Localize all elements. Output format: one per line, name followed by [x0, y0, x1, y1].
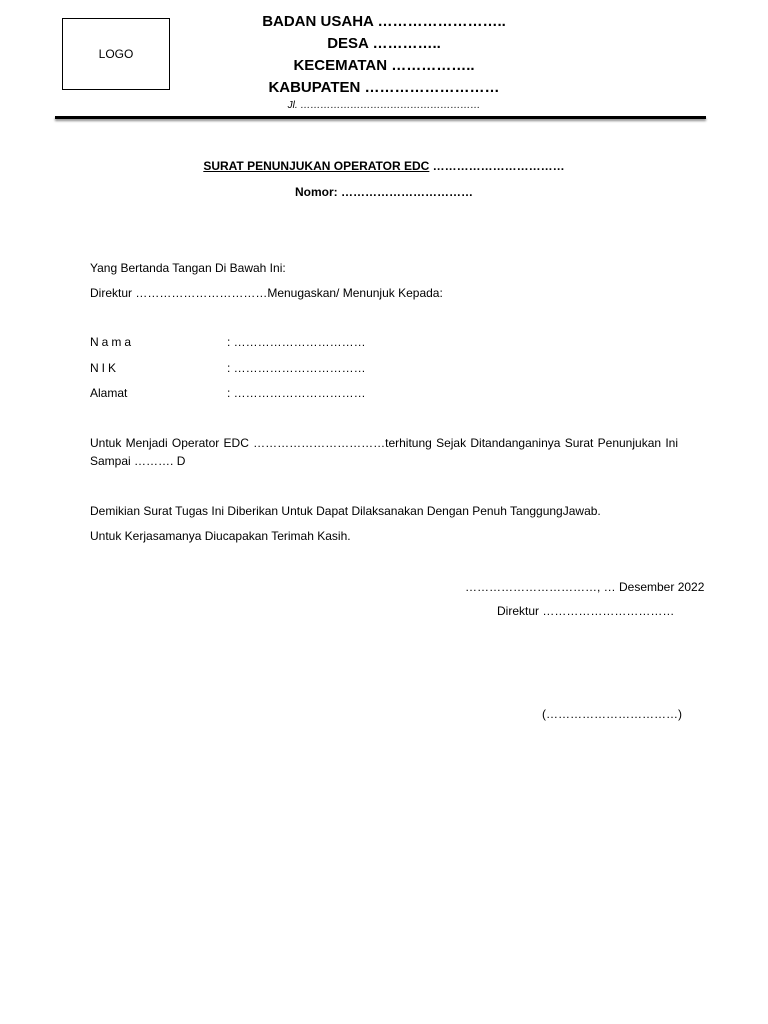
closing-line-1: Demikian Surat Tugas Ini Diberikan Untuk Dapat Dilaksanakan Dengan Penuh TanggungJawab. [90, 504, 601, 518]
signature-name: (……………………………) [542, 707, 682, 721]
opening-line: Yang Bertanda Tangan Di Bawah Ini: [90, 261, 286, 275]
director-line: Direktur ……………………………Menugaskan/ Menunjuk Kepada: [90, 286, 443, 300]
letter-number: Nomor: …………………………… [295, 185, 473, 199]
field-value-nik: : …………………………… [227, 361, 366, 375]
closing-line-2: Untuk Kerjasamanya Diucapakan Terimah Kasih. [90, 529, 351, 543]
signer-title: Direktur …………………………… [497, 604, 675, 618]
header-business-name: BADAN USAHA …………………….. [262, 13, 506, 30]
field-value-nama: : …………………………… [227, 335, 366, 349]
assignment-paragraph: Untuk Menjadi Operator EDC ……………………………terhitung Sejak Ditandanganinya Surat Penunjukan Ini Sampai ………. D [90, 436, 678, 468]
letter-title-text: SURAT PENUNJUKAN OPERATOR EDC [203, 159, 430, 173]
field-value-alamat: : …………………………… [227, 386, 366, 400]
header-address: Jl. ……………………………………………… [287, 100, 481, 111]
field-label-alamat: Alamat [90, 386, 128, 400]
logo-label: LOGO [98, 47, 134, 61]
header-regency: KABUPATEN ……………………… [268, 79, 500, 96]
letter-title-dots: …………………………… [429, 159, 565, 173]
field-label-nama: Nama [90, 335, 135, 349]
letterhead-divider [55, 116, 706, 119]
header-village: DESA ………….. [327, 35, 441, 52]
letter-title [0, 159, 768, 173]
header-district: KECEMATAN …………….. [293, 57, 475, 74]
field-label-nik: NIK [90, 361, 120, 375]
place-date: ……………………………, … Desember 2022 [465, 580, 705, 594]
